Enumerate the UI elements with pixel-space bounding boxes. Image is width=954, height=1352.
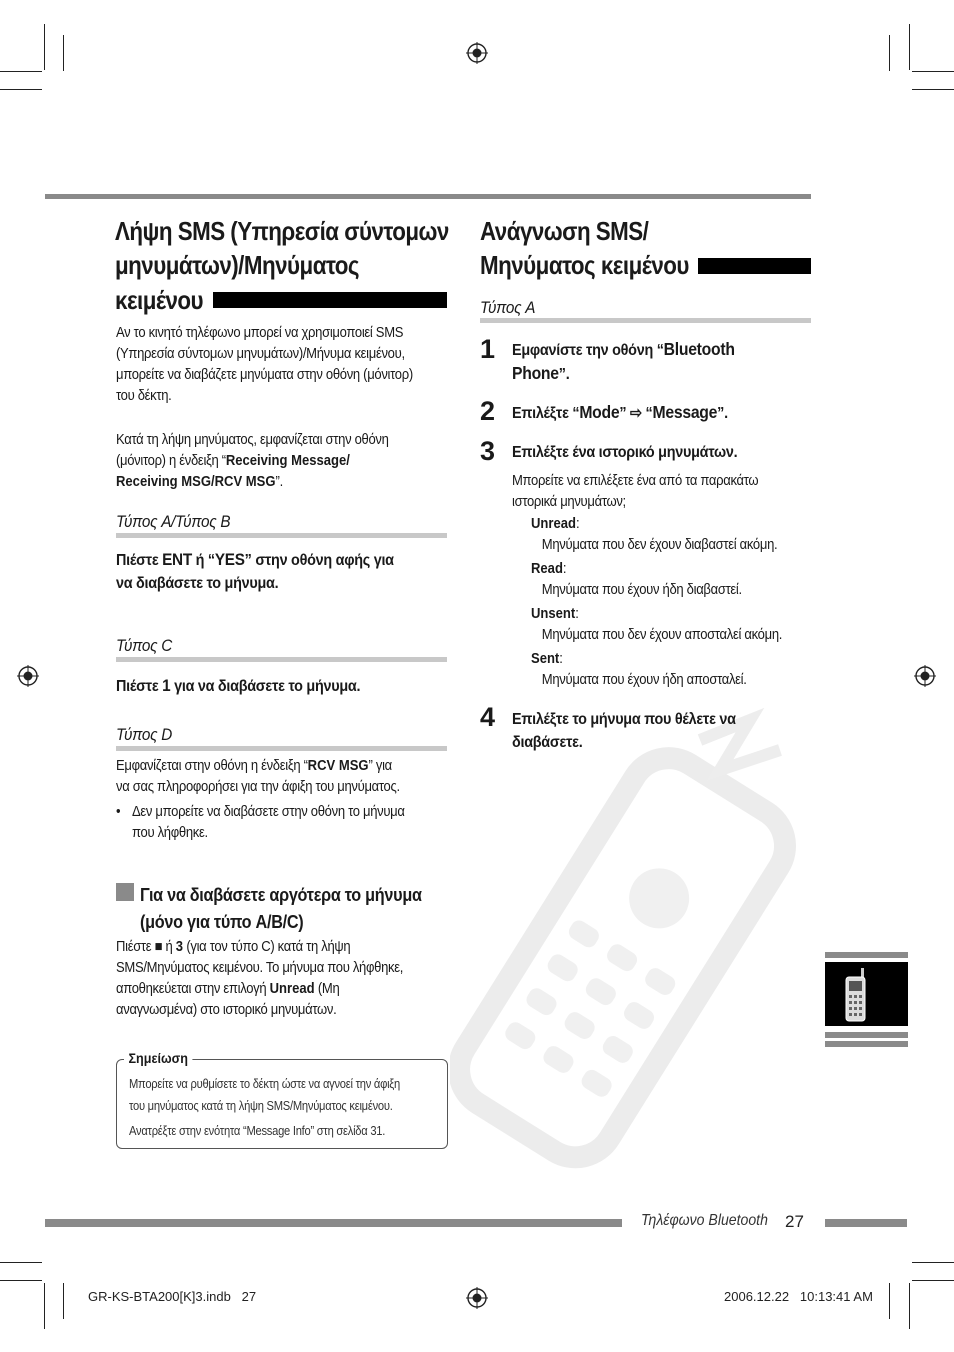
text-line: Μπορείτε να ρυθμίσετε το δέκτη ώστε να αγνοεί την άφιξη [129, 1076, 401, 1091]
text: ή [162, 939, 176, 955]
text-line: του μηνύματος κατά τη λήψη SMS/Μηνύματος κειμένου. [129, 1098, 393, 1113]
history-name: Unsent [531, 606, 576, 622]
text-line: που λήφθηκε. [132, 825, 208, 841]
text: αποθηκεύεται στην επιλογή [116, 981, 270, 997]
text-line: Ανατρέξτε στην ενότητα “Message Info” στη σελίδα 31. [129, 1123, 386, 1138]
crop-mark [0, 89, 42, 90]
section-title-line: Ανάγνωση SMS/ [480, 216, 649, 246]
footer-bar [45, 1219, 622, 1227]
text-line: Κατά τη λήψη μηνύματος, εμφανίζεται στην οθόνη [116, 432, 389, 448]
menu-label: Mode [579, 402, 620, 422]
history-name: Read [531, 561, 563, 577]
section-title-line: Μηνύματος κειμένου [480, 250, 689, 280]
page-number: 27 [785, 1212, 804, 1231]
tab-rule [825, 1041, 908, 1047]
text: Πιέστε [116, 552, 163, 569]
title-black-bar [213, 292, 447, 308]
text-line: αναγνωσμένα) στο ιστορικό μηνυμάτων. [116, 1002, 337, 1018]
crop-mark [0, 1262, 42, 1263]
step-number: 4 [480, 702, 496, 732]
text-line: μπορείτε να διαβάζετε μηνύματα στην οθόνη (μόνιτορ) [116, 367, 413, 383]
crop-mark [889, 1283, 890, 1319]
title-black-bar [698, 258, 811, 274]
bullet: • [116, 804, 121, 820]
display-indication: RCV MSG [307, 758, 369, 774]
footer-section-title: Τηλέφωνο Bluetooth [641, 1212, 768, 1229]
step-3-text: Επιλέξτε ένα ιστορικό μηνυμάτων. [512, 444, 738, 461]
step-1-text [512, 338, 818, 386]
text: ” στην οθόνη αφής για [244, 552, 394, 569]
text-line: να σας πληροφορήσει για την άφιξη του μηνύματος. [116, 779, 400, 795]
section-title-line: Λήψη SMS (Υπηρεσία σύντομων [115, 216, 449, 246]
text: Επιλέξτε “ [512, 405, 580, 422]
intro-paragraph [116, 323, 440, 407]
text-line: διαβάσετε. [512, 734, 583, 751]
history-name: Unread [531, 516, 576, 532]
ent-key-label: ENT [162, 550, 192, 569]
type-a-heading: Τύπος A [480, 298, 536, 317]
header-bar [45, 194, 811, 199]
subhead-rule [116, 657, 447, 662]
tab-rule [825, 1032, 908, 1038]
text: για να διαβάσετε το μήνυμα. [170, 678, 361, 695]
text-line: (μόνο για τύπο A/B/C) [140, 912, 304, 932]
history-desc: Μηνύματα που δεν έχουν διαβαστεί ακόμη. [541, 537, 778, 553]
crop-mark [63, 1283, 64, 1319]
step-4-text [512, 708, 818, 754]
key-3-label: 3 [175, 939, 184, 955]
stop-icon: ■ [154, 939, 163, 955]
text: : [575, 606, 579, 622]
crop-mark [889, 35, 890, 71]
type-ab-instruction [116, 548, 449, 595]
subhead-rule [116, 533, 447, 538]
crop-mark [44, 1283, 45, 1329]
section-title-line: μηνυμάτων)/Μηνύματος [115, 250, 360, 280]
subhead-rule [480, 318, 811, 323]
registration-mark-icon [466, 1287, 488, 1309]
slug-file-info: GR-KS-BTA200[K]3.indb 27 [88, 1289, 257, 1304]
display-indication: Receiving Message/ [225, 453, 350, 469]
type-ab-heading: Τύπος A/Τύπος B [116, 512, 231, 531]
text: ”. [275, 474, 283, 490]
mobile-phone-watermark-icon [450, 700, 810, 1190]
history-desc: Μηνύματα που δεν έχουν αποσταλεί ακόμη. [541, 627, 783, 643]
tab-rule [825, 952, 908, 958]
receive-paragraph [116, 430, 440, 493]
text: (για τον τύπο C) κατά τη λήψη [183, 939, 351, 955]
chapter-tab [825, 962, 908, 1026]
text-line: Για να διαβάσετε αργότερα το μήνυμα [140, 885, 422, 905]
registration-mark-icon [466, 42, 488, 64]
crop-mark [44, 24, 45, 70]
text: Πιέστε [116, 939, 155, 955]
text-line: Μπορείτε να επιλέξετε ένα από τα παρακάτω [512, 473, 759, 489]
history-list [531, 514, 837, 691]
registration-mark-icon [17, 665, 39, 687]
mobile-phone-icon [843, 968, 869, 1022]
display-indication: Receiving MSG/RCV MSG [116, 474, 276, 490]
key-1-label: 1 [162, 676, 171, 695]
menu-label: Bluetooth [663, 339, 735, 359]
arrow-icon: ” ⇨ “ [619, 405, 653, 422]
text: ή “ [191, 552, 215, 569]
text-line: Επιλέξτε το μήνυμα που θέλετε να [512, 711, 736, 728]
step-number: 1 [480, 334, 496, 364]
step-2-text [512, 401, 818, 425]
step-number: 3 [480, 436, 496, 466]
section-title-line: κειμένου [115, 285, 204, 315]
slug-date-info: 2006.12.22 10:13:41 AM [724, 1289, 873, 1304]
bullet-text [132, 802, 447, 844]
text: (μόνιτορ) η ένδειξη “ [116, 453, 226, 469]
crop-mark [909, 24, 910, 70]
text: ”. [717, 405, 728, 422]
note-text [129, 1073, 447, 1142]
text-line: SMS/Μηνύματος κειμένου. Το μήνυμα που λήφθηκε, [116, 960, 404, 976]
crop-mark [63, 35, 64, 71]
text-line: (Υπηρεσία σύντομων μηνυμάτων)/Μήνυμα κειμένου, [116, 346, 405, 362]
text: Εμφανίζεται στην οθόνη η ένδειξη “ [116, 758, 308, 774]
text: ”. [558, 366, 570, 383]
text: (Μη [314, 981, 340, 997]
registration-mark-icon [914, 665, 936, 687]
type-c-instruction [116, 674, 449, 698]
text-line: του δέκτη. [116, 388, 172, 404]
crop-mark [0, 71, 42, 72]
crop-mark [912, 89, 954, 90]
crop-mark [909, 1283, 910, 1329]
type-c-heading: Τύπος C [116, 636, 173, 655]
text: Εμφανίστε την οθόνη “ [512, 342, 664, 359]
text-line: Δεν μπορείτε να διαβάσετε στην οθόνη το μήνυμα [132, 804, 405, 820]
history-name: Sent [531, 651, 560, 667]
crop-mark [0, 1280, 42, 1281]
step-3-description [512, 471, 818, 513]
step-number: 2 [480, 396, 496, 426]
text: ” για [368, 758, 392, 774]
footer-bar [825, 1219, 907, 1227]
section-square-marker [116, 883, 134, 901]
text: : [562, 561, 567, 577]
unread-label: Unread [269, 981, 315, 997]
text: Πιέστε [116, 678, 163, 695]
subhead-rule [116, 746, 447, 751]
crop-mark [912, 1262, 954, 1263]
history-desc: Μηνύματα που έχουν ήδη αποσταλεί. [541, 672, 747, 688]
type-d-paragraph [116, 756, 449, 798]
read-later-heading [140, 882, 464, 936]
note-label: Σημείωση [124, 1050, 192, 1066]
crop-mark [912, 71, 954, 72]
text: : [575, 516, 580, 532]
crop-mark [912, 1280, 954, 1281]
type-d-heading: Τύπος D [116, 725, 173, 744]
read-later-paragraph [116, 937, 449, 1021]
text: : [559, 651, 563, 667]
history-desc: Μηνύματα που έχουν ήδη διαβαστεί. [541, 582, 742, 598]
menu-label: Message [652, 402, 718, 422]
text-line: ιστορικά μηνυμάτων; [512, 494, 626, 510]
text-line: να διαβάσετε το μήνυμα. [116, 575, 279, 592]
text-line: Αν το κινητό τηλέφωνο μπορεί να χρησιμοποιεί SMS [116, 325, 404, 341]
menu-label: Phone [512, 363, 559, 383]
yes-label: YES [214, 550, 245, 569]
